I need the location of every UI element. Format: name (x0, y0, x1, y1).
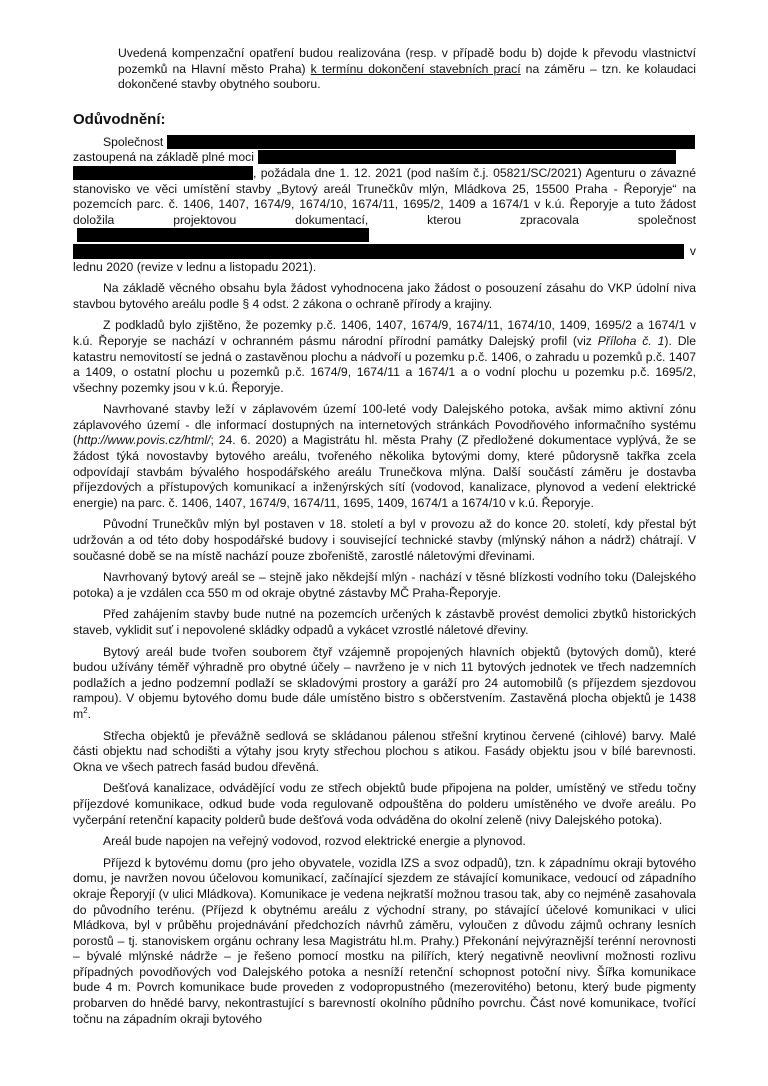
applicant-request-text: , požádala dne 1. 12. 2021 (pod naším č.j. 05821/SC/2021) Agenturu o závazné stanovisko ve věci umístění stavby „Bytový areál Trunečkův mlýn, Mládkova 25, 15500 Praha - Řeporyje“ na pozemcích parc. č. 1406, 1407, 1674/9, 1674/10, 1674/11, 1695/2, 1409 a 1674/1 v k.ú. Řeporyje a tuto žádost doložila projektovou dokumentací, kterou zpracovala společnost (73, 165, 696, 227)
paragraph-flood-zone (73, 402, 696, 511)
paragraph-location: Navrhovaný bytový areál se – stejně jako někdejší mlýn - nachází v těsné blízkosti vodního toku (Dalejského potoka) a je vzdálen cca 550 m od okraje obytné zástavby MČ Praha-Řeporyje. (73, 570, 696, 600)
intro-text-2: na záměru – tzn. ke kolaudaci dokončené stavby obytného souboru. (118, 61, 696, 92)
paragraph-history: Původní Trunečkův mlýn byl postaven v 18. století a byl v provozu až do konce 20. století, kdy přestal být udržován a od této doby hospodářské budovy i související technické stavby (mlýnský náhon a nádrž) chátrají. V současné době se na místě nachází pouze zbořeniště, zarostlé náletovými dřevinami. (73, 517, 696, 563)
paragraph-assessment: Na základě věcného obsahu byla žádost vyhodnocena jako žádost o posouzení zásahu do VKP údolní niva stavbou bytového areálu podle § 4 odst. 2 zákona o ochraně přírody a krajiny. (73, 281, 696, 311)
applicant-line-2 (73, 150, 696, 165)
parcels-attachment-ref: Příloha č. 1 (597, 333, 665, 348)
flood-text-2: ; 24. 6. 2020) a Magistrátu hl. města Prahy (Z předložené dokumentace vyplývá, že se žádost týká novostavby bytového areálu, tvořeného několika bytovými domy, které půdorysně takřka zcela odpovídají stavbám bývalého hospodářského areálu Trunečkova mlýna. Další součástí záměru je dostavba příjezdových a přístupových komunikací a inženýrských sítí (vodovod, kanalizace, plynovod a vedení elektrické energie) na parc. č. 1406, 1407, 1674/9, 1674/11, 1695, 1409, 1674/1 a 1674/10 v k.ú. Řeporyje. (73, 433, 696, 510)
flood-url: http://www.povis.cz/html/ (77, 433, 211, 448)
paragraph-drainage: Dešťová kanalizace, odvádějící vodu ze střech objektů bude připojena na polder, umístěný ve středu točny příjezdové komunikace, odkud bude voda regulovaně odpouštěna do polderu umístěného ve dvoře areálu. Po vyčerpání retenční kapacity polderů bude dešťová voda odváděna do okolní zeleně (nivy Dalejského potoka). (73, 781, 696, 827)
redaction-designer (77, 228, 369, 242)
redaction-company (167, 135, 695, 149)
applicant-line-1 (73, 135, 696, 150)
redaction-representative (258, 150, 676, 164)
applicant-line-5 (73, 260, 696, 276)
redaction-designer-2 (73, 244, 684, 259)
document-body (73, 46, 696, 1033)
parcels-text-2: ). Dle katastru nemovitostí se jedná o zastavěnou plochu a nádvoří u pozemku p.č. 1406, o zahradu u pozemků p.č. 1407 a 1409, o ostatní plochu u pozemků p.č. 1674/9, 1674/11 a 1674/1 a o vodní plochu u pozemku p.č. 1695/2, všechny pozemky jsou v k.ú. Řeporyje. (73, 333, 696, 395)
applicant-line-4 (73, 244, 696, 260)
paragraph-demolition: Před zahájením stavby bude nutné na pozemcích určených k zástavbě provést demolici zbytků historických staveb, vyklidit suť i nepovolené skládky odpadů a vykácet vzrostlé náletové dřeviny. (73, 607, 696, 637)
applicant-v-word: v (689, 243, 696, 258)
paragraph-utilities: Areál bude napojen na veřejný vodovod, rozvod elektrické energie a plynovod. (103, 834, 526, 849)
applicant-company-label: Společnost (103, 134, 164, 149)
paragraph-access-road: Příjezd k bytovému domu (pro jeho obyvatele, vozidla IZS a svoz odpadů), tzn. k západnímu okraji bytového domu, je navržen novou účelovou komunikací, začínající sjezdem ze stávající komunikace, vedoucí od západního okraje Řeporyjí (v ulici Mládkova). Komunikace je vedena nejkratší možnou trasou tak, aby co nejméně zasahovala do původního terénu. (Příjezd k obytnému areálu z východní strany, po stávající účelové komunikaci v ulici Mládkova, byl v průběhu projednávání předchozích návrhů záměru, vyloučen z důvodu zájmů ochrany lesních porostů – tj. stanoviskem orgánu ochrany lesa Magistrátu hl.m. Prahy.) Překonání nejvýraznější terénní nerovnosti – bývalé mlýnské nádrže – je řešeno pomocí mostku na pilířích, který negativně neovlivní možnosti rozlivu případných povodňových vod Dalejského potoka a nesníží retenční schopnost potoční nivy. Šířka komunikace bude 4 m. Povrch komunikace bude proveden z vodopropustného (mezerovitého) betonu, který bude pigmenty probarven do hnědé barvy, nekontrastující s barevností okolního půdního povrchu. Část nové komunikace, tvořící točnu na západním okraji bytového (73, 855, 696, 1026)
parcels-text-1: Z podkladů bylo zjištěno, že pozemky p.č. 1406, 1407, 1674/9, 1674/11, 1674/10, 1409, 1695/2 a 1674/1 v k.ú. Řeporyje se nachází v ochranném pásmu národní přírodní památky Dalejský profil (viz (73, 318, 696, 348)
applicant-line-3 (73, 166, 696, 244)
applicant-date-text: lednu 2020 (revize v lednu a listopadu 2021). (73, 259, 317, 274)
paragraph-buildings (73, 645, 696, 723)
buildings-text: Bytový areál bude tvořen souborem čtyř vzájemně propojených hlavních objektů (bytových domů), které budou užívány téměř výhradně pro obytné účely – navrženo je v nich 11 bytových jednotek ve třech nadzemních podlažích a jedno podzemní podlaží se skladovými prostory a garáží pro 24 automobilů (s příjezdem sjezdovou rampou). V objemu bytového domu bude dále umístěno bistro s občerstvením. Zastavěná plocha objektů je 1438 m (73, 644, 696, 721)
paragraph-parcels (73, 318, 696, 396)
intro-underlined-deadline: k termínu dokončení stavebních prací (310, 61, 521, 76)
paragraph-roof: Střecha objektů je převážně sedlová se skládanou pálenou střešní krytinou červené (cihlové) barvy. Malé části objektu nad schodišti a výtahy jsou kryty střechou plochou s atikou. Fasády objektu jsou v bílé barevnosti. Okna ve všech patrech fasád budou dřevěná. (73, 728, 696, 774)
paragraph-applicant (73, 135, 696, 275)
redaction-representative-2 (73, 166, 253, 180)
section-heading: Odůvodnění: (73, 110, 166, 128)
intro-text-1: Uvedená kompenzační opatření budou realizována (resp. v případě bodu b) dojde k převodu vlastnictví pozemků na Hlavní město Praha) (118, 46, 696, 76)
flood-text-1: Navrhované stavby leží v záplavovém území 100-leté vody Dalejského potoka, avšak mimo aktivní zónu záplavového území - dle informací dostupných na internetových stránkách Povodňového informačního systému ( (73, 402, 696, 448)
buildings-text-end: . (87, 706, 91, 721)
buildings-superscript: 2 (83, 705, 88, 715)
applicant-representative-label: zastoupená na základě plné moci (73, 150, 254, 165)
intro-paragraph (118, 46, 696, 93)
